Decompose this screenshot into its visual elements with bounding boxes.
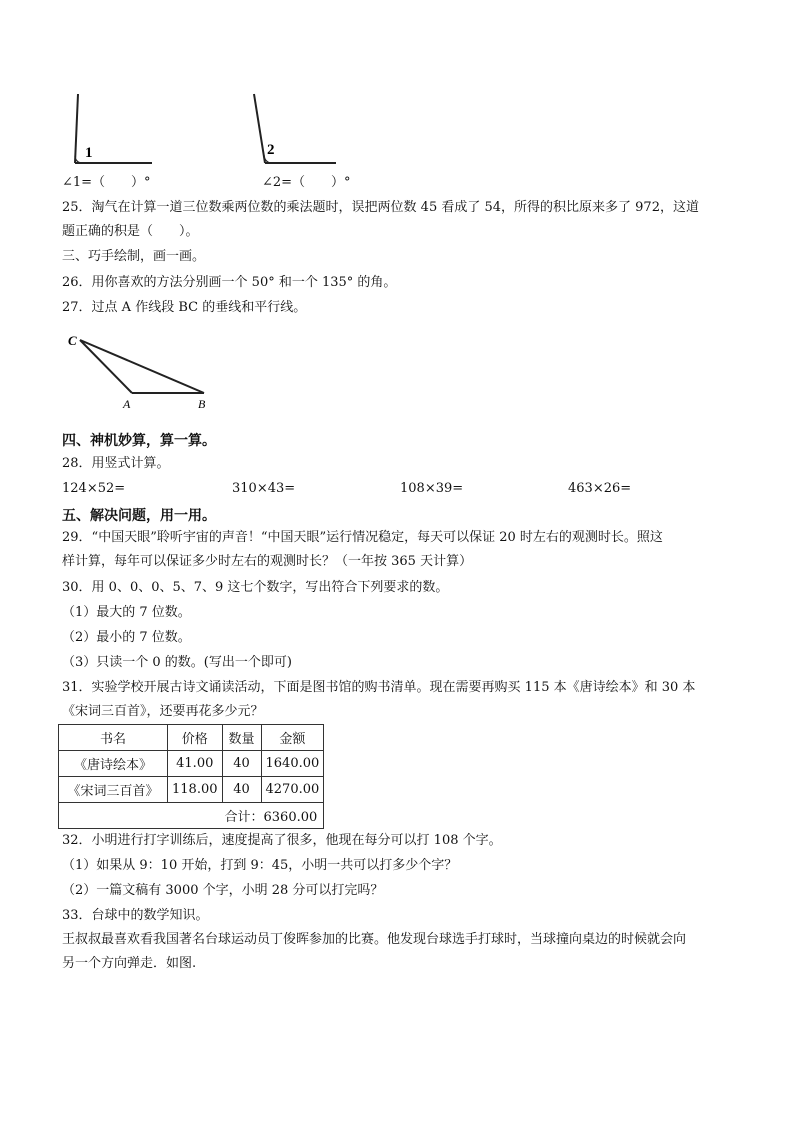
angle-2-figure — [240, 88, 340, 168]
angle-2-label: 2 — [267, 142, 275, 158]
table-row — [59, 751, 324, 777]
q30-sub2: （2）最小的 7 位数。 — [62, 630, 191, 645]
q25-line1: 25．淘气在计算一道三位数乘两位数的乘法题时，误把两位数 45 看成了 54，所得的积比原来多了 972，这道 — [62, 200, 699, 215]
table-cell: 《唐诗绘本》 — [59, 751, 168, 777]
q25-line2: 题正确的积是（ ）。 — [62, 224, 199, 239]
table-total-cell: 合计：6360.00 — [59, 803, 324, 829]
table-cell: 《宋词三百首》 — [59, 777, 168, 803]
table-cell: 40 — [222, 751, 261, 777]
table-header-cell: 金额 — [261, 725, 324, 751]
q33-line1: 王叔叔最喜欢看我国著名台球运动员丁俊晖参加的比赛。他发现台球选手打球时，当球撞向桌边的时候就会向 — [62, 932, 687, 947]
angle-1-ray-vertical — [75, 94, 78, 163]
table-cell: 4270.00 — [261, 777, 324, 803]
q31-line1: 31．实验学校开展古诗文诵读活动，下面是图书馆的购书清单。现在需要再购买 115 本《唐诗绘本》和 30 本 — [62, 680, 696, 695]
segment-cb — [80, 340, 204, 393]
q30-text: 30．用 0、0、0、5、7、9 这七个数字，写出符合下列要求的数。 — [62, 580, 449, 595]
q32-text: 32．小明进行打字训练后，速度提高了很多，他现在每分可以打 108 个字。 — [62, 833, 502, 848]
q33-line2: 另一个方向弹走．如图. — [62, 956, 197, 971]
q30-sub3: （3）只读一个 0 的数。(写出一个即可) — [62, 655, 292, 670]
angle-1-label: 1 — [85, 145, 93, 161]
q27-text: 27．过点 A 作线段 BC 的垂线和平行线。 — [62, 300, 307, 315]
q32-sub2: （2）一篇文稿有 3000 个字，小明 28 分可以打完吗？ — [62, 883, 384, 898]
table-header-cell: 书名 — [59, 725, 168, 751]
table-header-row — [59, 725, 324, 751]
q32-sub1: （1）如果从 9：10 开始，打到 9：45，小明一共可以打多少个字？ — [62, 858, 458, 873]
segment-ca — [80, 340, 132, 393]
q26-text: 26．用你喜欢的方法分别画一个 50° 和一个 135° 的角。 — [62, 275, 397, 290]
table-cell: 41.00 — [168, 751, 223, 777]
book-purchase-table — [58, 724, 324, 829]
point-b-label: B — [198, 397, 206, 411]
q28-item-3: 108×39= — [400, 481, 464, 496]
triangle-abc-figure — [62, 330, 222, 412]
point-c-label: C — [68, 333, 77, 348]
section4-title: 四、神机妙算，算一算。 — [62, 433, 216, 449]
q28-text: 28．用竖式计算。 — [62, 456, 170, 471]
q28-item-2: 310×43= — [232, 481, 296, 496]
table-header-cell: 价格 — [168, 725, 223, 751]
angle-2-answer: ∠2=（ ）° — [262, 175, 351, 190]
section3-title: 三、巧手绘制，画一画。 — [62, 249, 206, 264]
q31-line2: 《宋词三百首》，还要再花多少元？ — [62, 704, 264, 719]
section5-title: 五、解决问题，用一用。 — [62, 508, 216, 524]
angle-1-answer: ∠1=（ ）° — [62, 175, 151, 190]
table-row — [59, 777, 324, 803]
q30-sub1: （1）最大的 7 位数。 — [62, 605, 191, 620]
table-cell: 118.00 — [168, 777, 223, 803]
q33-text: 33．台球中的数学知识。 — [62, 908, 209, 923]
q29-line1: 29．“中国天眼”聆听宇宙的声音！“中国天眼”运行情况稳定，每天可以保证 20 时左右的观测时长。照这 — [62, 530, 663, 545]
table-total-row — [59, 803, 324, 829]
q29-line2: 样计算，每年可以保证多少时左右的观测时长？（一年按 365 天计算） — [62, 554, 473, 569]
q28-item-1: 124×52= — [62, 481, 126, 496]
table-cell: 1640.00 — [261, 751, 324, 777]
angle-2-ray-slanted — [254, 94, 265, 163]
table-cell: 40 — [222, 777, 261, 803]
point-a-label: A — [123, 397, 131, 411]
angle-1-figure — [66, 88, 160, 168]
table-header-cell: 数量 — [222, 725, 261, 751]
q28-item-4: 463×26= — [568, 481, 632, 496]
